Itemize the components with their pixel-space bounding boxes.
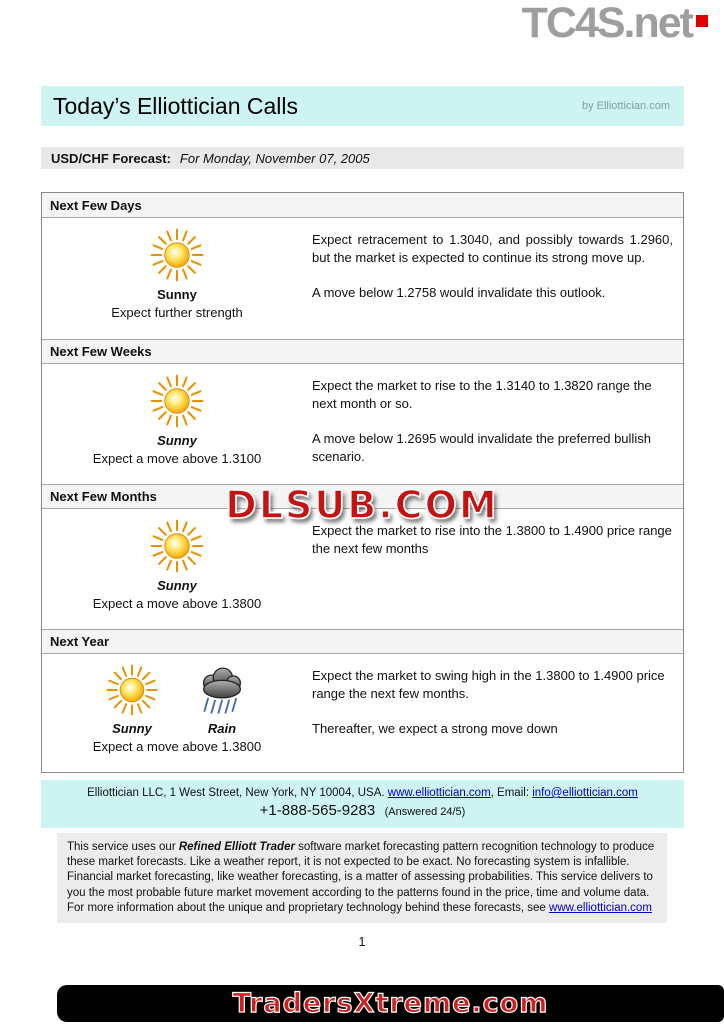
section-title-text: Next Few Days: [50, 197, 142, 213]
section-row: [42, 509, 683, 629]
contact-box: [41, 780, 684, 828]
sun-icon: [148, 517, 206, 575]
forecast-paragraph: Expect the market to rise to the 1.3140 to 1.3820 range the next month or so.: [312, 378, 652, 411]
brand-name: Refined Elliott Trader: [178, 841, 295, 853]
byline: by Elliottician.com: [581, 100, 670, 112]
sun-icon: [148, 372, 206, 430]
forecast-paragraph: Expect the market to swing high in the 1.3800 to 1.4900 price range the next few months.: [312, 668, 665, 701]
weather-label: Sunny: [157, 433, 197, 448]
weather-caption: Expect a move above 1.3100: [92, 451, 262, 466]
weather-caption: Expect a move above 1.3800: [92, 596, 262, 611]
page-number: 1: [358, 935, 366, 949]
section-row: [42, 364, 683, 484]
weather-icon-stack: [104, 662, 160, 736]
email-link[interactable]: info@elliottician.com: [532, 787, 638, 799]
section-title-text: Next Year: [50, 634, 110, 649]
contact-email-label: , Email:: [490, 787, 533, 799]
forecast-text: [312, 654, 683, 772]
sun-icon: [148, 226, 206, 284]
section-row: [42, 654, 683, 772]
forecast-paragraph: Thereafter, we expect a strong move down: [312, 720, 558, 736]
section-title-next-few-weeks: [42, 339, 683, 364]
tc4s-text: TC4S.net: [521, 0, 692, 47]
contact-line: [41, 787, 684, 799]
forecast-paragraph: Expect retracement to 1.3040, and possibly towards 1.2960, but the market is expected to continue its strong move up.: [312, 232, 673, 265]
page-title: Today’s Elliottician Calls: [53, 92, 299, 119]
forecast-bar: [41, 147, 684, 169]
forecast-text: [312, 218, 683, 339]
weather-label: Rain: [207, 721, 237, 736]
weather-label: Sunny: [157, 287, 197, 302]
phone-line: [41, 802, 684, 820]
forecast-paragraph: A move below 1.2695 would invalidate the preferred bullish scenario.: [312, 430, 651, 464]
forecast-label: USD/CHF Forecast:: [51, 150, 171, 166]
weather-panel: [42, 364, 312, 484]
weather-panel: [42, 654, 312, 772]
phone-number: +1-888-565-9283: [259, 802, 376, 819]
disclaimer-link[interactable]: www.elliottician.com: [549, 901, 652, 914]
section-row: [42, 218, 683, 339]
forecast-paragraph: Expect the market to rise into the 1.3800 to 1.4900 price range the next few months: [312, 523, 672, 556]
sun-icon: [104, 662, 160, 718]
weather-label: Sunny: [157, 578, 197, 593]
section-title-text: Next Few Months: [50, 489, 157, 504]
weather-icon-pair: [104, 662, 250, 736]
section-title-next-few-days: [42, 193, 683, 218]
dlsub-watermark: DLSUB.COM: [225, 483, 499, 527]
disclaimer-text-1: This service uses our: [67, 841, 179, 853]
weather-panel: [42, 509, 312, 629]
section-title-text: Next Few Weeks: [50, 344, 152, 359]
report-header: [41, 86, 684, 126]
forecast-text: [312, 509, 683, 629]
tradersxtreme-watermark: TradersXtreme.com: [232, 988, 549, 1019]
contact-address: Elliottician LLC, 1 West Street, New York, NY 10004, USA.: [87, 787, 388, 799]
weather-caption: Expect further strength: [111, 305, 243, 320]
rain-icon: [194, 662, 250, 718]
disclaimer-box: [57, 833, 667, 923]
red-box-icon: [696, 15, 708, 27]
tc4s-watermark: [522, 2, 708, 45]
weather-caption: Expect a move above 1.3800: [92, 739, 262, 754]
weather-icon-stack: [194, 662, 250, 736]
section-title-next-year: [42, 629, 683, 654]
bottom-bar: [57, 985, 724, 1022]
disclaimer-text-2: software market forecasting pattern recognition technology to produce these market forecasts. Like a weather report, it is not expected to be exact. No forecasting system is infallible. Financial market forecasting, like weather forecasting, is a matter of assessing probabilities. This service delivers to you the most probable future market movement according to the patterns found in the price, time and volume data. For more information about the unique and proprietary technology behind these forecasts, see: [67, 841, 655, 914]
forecast-text: [312, 364, 683, 484]
forecast-paragraph: A move below 1.2758 would invalidate this outlook.: [312, 284, 606, 300]
answered-note: (Answered 24/5): [384, 806, 466, 818]
weather-label: Sunny: [112, 721, 152, 736]
weather-panel: [42, 218, 312, 339]
forecast-date: For Monday, November 07, 2005: [179, 150, 370, 166]
website-link[interactable]: www.elliottician.com: [387, 787, 491, 799]
